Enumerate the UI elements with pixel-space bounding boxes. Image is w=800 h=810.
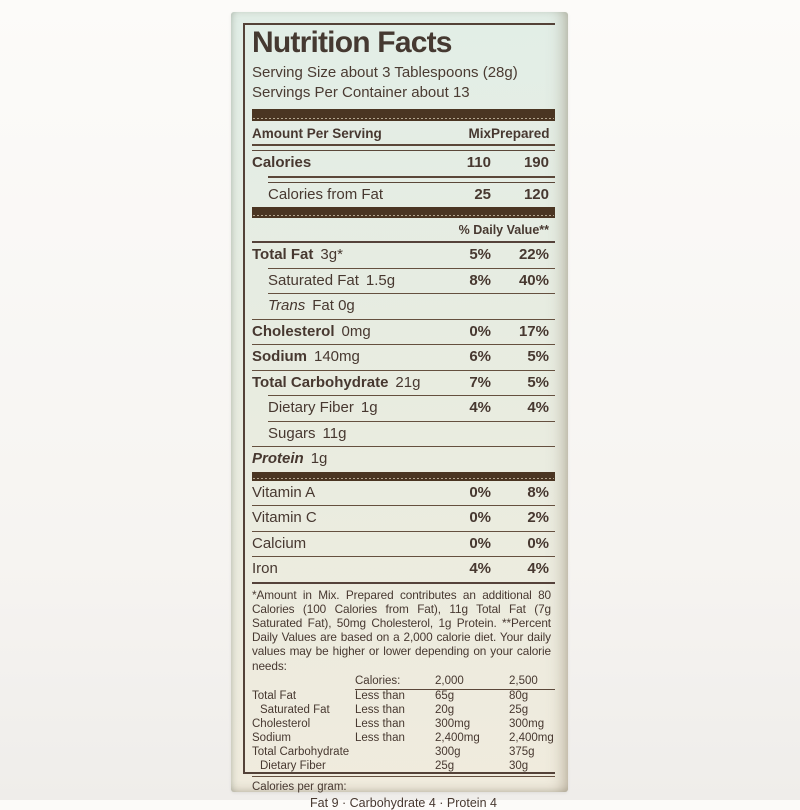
row-total-fat: Total Fat 3g* 5% 22%: [252, 243, 555, 268]
serving-size: Serving Size about 3 Tablespoons (28g): [252, 64, 518, 81]
mix-column-header: Mix: [468, 126, 491, 141]
nutrient-label: Dietary Fiber: [268, 399, 354, 416]
nutrient-label: Sugars: [268, 424, 316, 442]
double-rule: [252, 144, 555, 151]
footnote: *Amount in Mix. Prepared contributes an additional 80 Calories (100 Calories from Fat), 11g Total Fat (7g Saturated Fat), 50mg Cholesterol, 1g Protein. **Percent Daily Values are based on a 2,000 calorie diet. Your daily values may be higher or lower depending on your calorie needs:: [252, 587, 551, 673]
prepared-value: 22%: [518, 246, 549, 263]
row-sugars: Sugars 11g: [268, 424, 347, 442]
mix-value: 0%: [469, 509, 491, 526]
row-sodium: Sodium 140mg 6% 5%: [252, 345, 555, 370]
nutrient-label: Vitamin A: [252, 483, 316, 501]
prepared-value: 40%: [518, 271, 549, 289]
mix-value: 4%: [469, 399, 491, 416]
row-cholesterol: Cholesterol 0mg 0% 17%: [252, 320, 555, 345]
nutrient-label: Trans: [268, 297, 306, 314]
row-vitamin-a: [252, 481, 555, 506]
mix-value: 25: [474, 185, 491, 203]
mix-value: 0%: [469, 322, 491, 340]
row-dietary-fiber: Dietary Fiber 1g 4% 4%: [252, 396, 555, 421]
rule: [252, 776, 555, 777]
mix-value: 0%: [469, 534, 491, 552]
calories-per-gram-label: Calories per gram:: [252, 780, 347, 793]
prepared-value: 190: [523, 154, 549, 171]
nutrient-label: Total Carbohydrate: [252, 373, 389, 391]
dv-row: Dietary Fiber 25g 30g: [260, 759, 529, 772]
mix-value: 0%: [469, 483, 491, 501]
column-header-row: [252, 121, 555, 144]
nutrient-label: Vitamin C: [252, 509, 317, 526]
servings-per-container: Servings Per Container about 13: [252, 84, 470, 101]
row-total-carbohydrate: Total Carbohydrate 21g 7% 5%: [252, 371, 555, 396]
dv-col-2000: 2,000: [435, 675, 509, 690]
mix-value: 6%: [469, 348, 491, 365]
nutrient-label: Protein: [252, 450, 304, 467]
nutrient-label: Sodium: [252, 348, 307, 365]
nutrient-label: Total Fat: [252, 246, 314, 263]
dv-row: Total Carbohydrate 300g 375g: [252, 745, 535, 758]
mix-value: 8%: [469, 271, 491, 289]
dv-row: Sodium Less than 2,400mg 2,400mg: [252, 731, 554, 744]
panel-title: Nutrition Facts: [252, 26, 452, 59]
daily-value-header: % Daily Value**: [458, 223, 549, 237]
prepared-value: 8%: [527, 483, 549, 501]
row-calories: [252, 151, 555, 176]
dv-row: Total Fat Less than 65g 80g: [252, 689, 529, 703]
row-calcium: [252, 532, 555, 557]
nutrition-label-photo: [231, 12, 568, 810]
calories-per-gram-values: Fat 9 · Carbohydrate 4 · Protein 4: [310, 795, 497, 810]
amount-per-serving-label: Amount Per Serving: [252, 126, 382, 141]
dv-table-header: [252, 675, 555, 690]
prepared-value: 5%: [527, 348, 549, 365]
nutrient-label: Saturated Fat: [268, 271, 359, 289]
nutrient-label: Calories from Fat: [268, 185, 384, 203]
dv-row: Cholesterol Less than 300mg 300mg: [252, 717, 545, 730]
prepared-value: 4%: [527, 399, 549, 416]
mix-value: 4%: [469, 560, 491, 577]
dv-col-2500: 2,500: [509, 675, 555, 690]
row-protein: Protein 1g: [252, 450, 328, 467]
mix-value: 110: [466, 154, 491, 171]
prepared-value: 0%: [527, 534, 549, 552]
row-calories-from-fat: [252, 183, 555, 208]
nutrient-label: Calcium: [252, 534, 307, 552]
row-iron: [252, 557, 555, 582]
thick-rule: [252, 207, 555, 218]
prepared-column-header: Prepared: [491, 126, 550, 141]
row-trans-fat: Trans Fat 0g: [268, 297, 355, 314]
mix-value: 7%: [469, 373, 491, 391]
dv-calories-label: Calories:: [355, 675, 435, 690]
row-saturated-fat: Saturated Fat 1.5g 8% 40%: [252, 269, 555, 294]
thick-rule: [252, 472, 555, 481]
dv-row: Saturated Fat Less than 20g 25g: [260, 704, 529, 717]
nutrient-label: Calories: [252, 154, 312, 171]
prepared-value: 4%: [527, 560, 549, 577]
nutrition-facts-panel: [243, 23, 555, 810]
nutrient-label: Iron: [252, 560, 278, 577]
prepared-value: 120: [523, 185, 549, 203]
nutrient-label: Cholesterol: [252, 322, 335, 340]
prepared-value: 5%: [527, 373, 549, 391]
row-vitamin-c: [252, 506, 555, 531]
double-rule: [268, 176, 555, 183]
thick-rule: [252, 109, 555, 121]
daily-values-table: [252, 675, 555, 774]
mix-value: 5%: [469, 246, 491, 263]
prepared-value: 2%: [527, 509, 549, 526]
prepared-value: 17%: [518, 322, 549, 340]
